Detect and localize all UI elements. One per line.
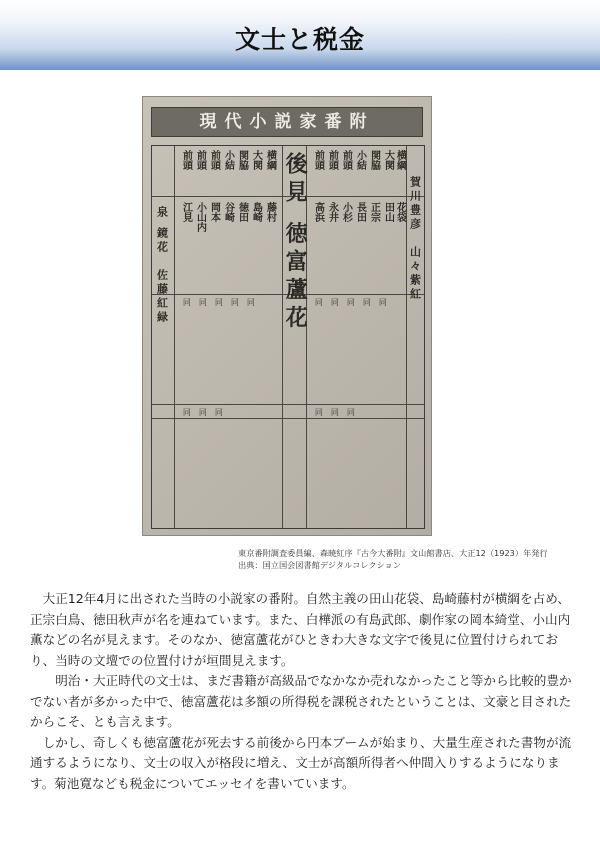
banzuke-mark: 同	[346, 408, 356, 416]
banzuke-mark: 同	[346, 298, 356, 306]
banzuke-name: 永井	[326, 202, 338, 222]
banzuke-name: 小山内	[194, 202, 206, 232]
banzuke-mark: 同	[314, 408, 324, 416]
body-text	[30, 589, 578, 794]
banzuke-rank: 前頭	[312, 150, 324, 170]
banzuke-name: 小杉	[340, 202, 352, 222]
banzuke-mark: 同	[246, 298, 256, 306]
banzuke-name: 高浜	[312, 202, 324, 222]
banzuke-mark: 同	[314, 298, 324, 306]
banzuke-name: 谷崎	[222, 202, 234, 222]
banzuke-rank: 前頭	[180, 150, 192, 170]
banzuke-banner: 現代小説家番附	[151, 107, 423, 137]
body-paragraph: 明治・大正時代の文士は、まだ書籍が高級品でなかなか売れなかったこと等から比較的豊かでない者が多かった中で、徳富蘆花は多額の所得税を課税されたということは、文豪と目されたからこそ、とも言えます。	[30, 673, 572, 729]
body-paragraph: しかし、奇しくも徳富蘆花が死去する前後から円本ブームが始まり、大量生産された書物が流通するようになり、文士の収入が格段に増え、文士が高額所得者へ仲間入りするようになります。菊池寛なども税金についてエッセイを書いています。	[30, 734, 572, 791]
banzuke-rank: 大関	[382, 150, 394, 170]
banzuke-mark: 同	[182, 298, 192, 306]
banzuke-divider	[152, 146, 175, 528]
banzuke-rank: 関脇	[368, 150, 380, 170]
banzuke-rank: 前頭	[208, 150, 220, 170]
banzuke-name: 江見	[180, 202, 192, 222]
header-banner	[0, 0, 600, 70]
banzuke-divider	[152, 404, 424, 405]
banzuke-frame	[151, 145, 425, 529]
banzuke-mark: 同	[198, 408, 208, 416]
caption-source: 出典：国立国会図書館デジタルコレクション	[238, 560, 401, 570]
banzuke-rank: 前頭	[340, 150, 352, 170]
banzuke-rank: 横綱	[264, 150, 276, 170]
banzuke-name: 花袋	[394, 202, 406, 222]
banzuke-name: 長田	[354, 202, 366, 222]
banzuke-mark: 同	[214, 408, 224, 416]
banzuke-name: 藤村	[264, 202, 276, 222]
banzuke-mark: 同	[214, 298, 224, 306]
banzuke-rank: 小結	[222, 150, 234, 170]
banzuke-mark: 同	[198, 298, 208, 306]
caption-citation: 東京番附調査委員編、森暁紅序『古今大番附』文山館書店、大正12（1923）年発行	[238, 548, 548, 558]
banzuke-scan-image	[142, 96, 432, 536]
image-caption	[238, 547, 578, 571]
page-title: 文士と税金	[234, 25, 365, 54]
banzuke-name: 岡本	[208, 202, 220, 222]
banzuke-divider	[152, 418, 424, 419]
banzuke-mark: 同	[378, 298, 388, 306]
banzuke-rank: 前頭	[326, 150, 338, 170]
banzuke-name: 田山	[382, 202, 394, 222]
banzuke-side-left: 泉 鏡花 佐藤紅緑	[155, 206, 169, 325]
banzuke-side-right: 賀川豊彦 山々紫紅	[408, 176, 422, 302]
banzuke-mark: 同	[330, 298, 340, 306]
banzuke-mark: 同	[230, 298, 240, 306]
banzuke-name: 正宗	[368, 202, 380, 222]
banzuke-name: 島崎	[250, 202, 262, 222]
banzuke-rank: 大関	[250, 150, 262, 170]
banzuke-rank: 小結	[354, 150, 366, 170]
banzuke-mark: 同	[330, 408, 340, 416]
banzuke-name: 徳田	[236, 202, 248, 222]
body-paragraph: 大正12年4月に出された当時の小説家の番附。自然主義の田山花袋、島崎藤村が横綱を占め、正宗白鳥、徳田秋声が名を連ねています。また、白樺派の有島武郎、劇作家の岡本綺堂、小山内薫などの名が見えます。そのなか、徳富蘆花がひときわ大きな文字で後見に位置付けられており、当時の文壇での位置付けが垣間見えます。	[30, 591, 571, 668]
banzuke-rank: 横綱	[394, 150, 406, 170]
banzuke-mark: 同	[362, 298, 372, 306]
banzuke-rank: 関脇	[236, 150, 248, 170]
banzuke-rank: 前頭	[194, 150, 206, 170]
banzuke-center-name: 後見 徳富蘆花	[282, 152, 309, 334]
banzuke-mark: 同	[182, 408, 192, 416]
